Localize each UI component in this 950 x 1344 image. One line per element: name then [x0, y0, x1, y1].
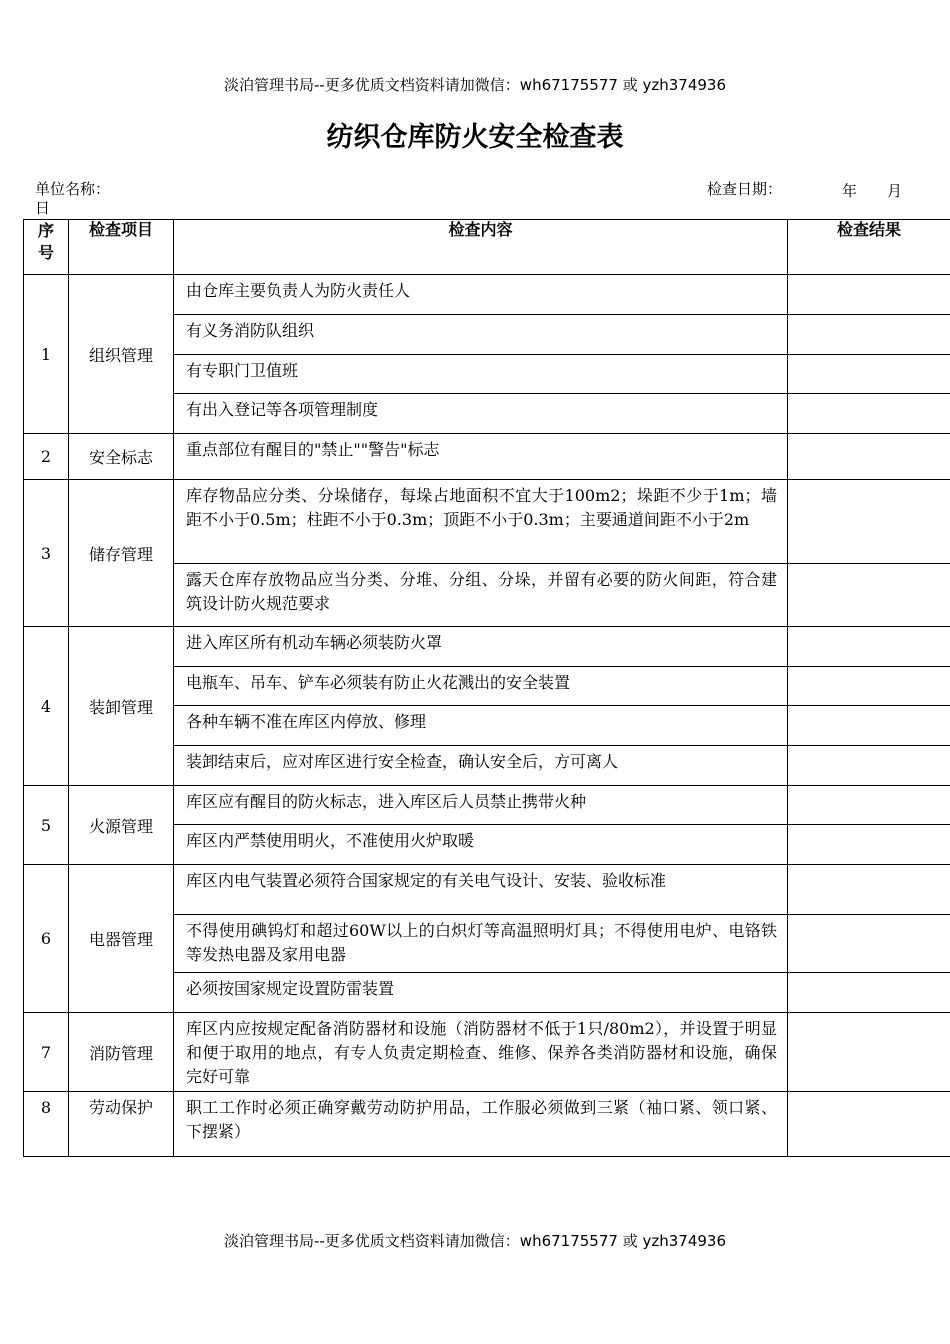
year-label: 年 — [842, 182, 858, 200]
table-row — [24, 480, 950, 564]
result-cell[interactable] — [788, 973, 950, 1013]
result-cell[interactable] — [788, 786, 950, 825]
result-cell[interactable] — [788, 746, 950, 786]
content-cell: 有专职门卫值班 — [174, 355, 788, 394]
result-cell[interactable] — [788, 275, 950, 315]
item-cell: 电器管理 — [69, 865, 174, 1013]
header-item: 检查项目 — [69, 220, 174, 275]
day-label: 日 — [35, 199, 51, 217]
content-cell: 必须按国家规定设置防雷装置 — [174, 973, 788, 1013]
content-cell: 库区应有醒目的防火标志，进入库区后人员禁止携带火种 — [174, 786, 788, 825]
result-cell[interactable] — [788, 1013, 950, 1092]
unit-name-label: 单位名称： — [35, 180, 111, 198]
seq-cell: 4 — [24, 627, 69, 786]
result-cell[interactable] — [788, 480, 950, 564]
table-row — [24, 1092, 950, 1157]
inspection-date-label: 检查日期： — [707, 180, 783, 198]
content-cell: 露天仓库存放物品应当分类、分堆、分组、分垛，并留有必要的防火间距，符合建筑设计防火规范要求 — [174, 564, 788, 627]
result-cell[interactable] — [788, 1092, 950, 1157]
seq-cell: 2 — [24, 434, 69, 480]
item-cell: 消防管理 — [69, 1013, 174, 1092]
result-cell[interactable] — [788, 706, 950, 746]
content-cell: 各种车辆不准在库区内停放、修理 — [174, 706, 788, 746]
seq-cell: 3 — [24, 480, 69, 627]
content-cell: 库区内电气装置必须符合国家规定的有关电气设计、安装、验收标准 — [174, 865, 788, 915]
result-cell[interactable] — [788, 315, 950, 355]
content-cell: 有义务消防队组织 — [174, 315, 788, 355]
item-cell: 劳动保护 — [69, 1092, 174, 1157]
seq-cell: 7 — [24, 1013, 69, 1092]
content-cell: 进入库区所有机动车辆必须装防火罩 — [174, 627, 788, 667]
result-cell[interactable] — [788, 915, 950, 973]
result-cell[interactable] — [788, 355, 950, 394]
item-cell: 装卸管理 — [69, 627, 174, 786]
month-label: 月 — [887, 182, 903, 200]
content-cell: 不得使用碘钨灯和超过60W以上的白炽灯等高温照明灯具；不得使用电炉、电铬铁等发热电器及家用电器 — [174, 915, 788, 973]
table-row — [24, 275, 950, 315]
content-cell: 库区内严禁使用明火，不准使用火炉取暖 — [174, 825, 788, 865]
content-cell: 有出入登记等各项管理制度 — [174, 394, 788, 434]
content-cell: 职工工作时必须正确穿戴劳动防护用品，工作服必须做到三紧（袖口紧、领口紧、下摆紧） — [174, 1092, 788, 1157]
seq-cell: 5 — [24, 786, 69, 865]
page-footer: 淡泊管理书局--更多优质文档资料请加微信：wh67175577 或 yzh374936 — [223, 1232, 726, 1250]
header-seq: 序号 — [24, 220, 69, 275]
item-cell: 火源管理 — [69, 786, 174, 865]
result-cell[interactable] — [788, 825, 950, 865]
table-row — [24, 434, 950, 480]
item-cell: 储存管理 — [69, 480, 174, 627]
page-title: 纺织仓库防火安全检查表 — [326, 122, 624, 153]
seq-cell: 1 — [24, 275, 69, 434]
header-result: 检查结果 — [788, 220, 950, 275]
result-cell[interactable] — [788, 865, 950, 915]
result-cell[interactable] — [788, 434, 950, 480]
table-row — [24, 627, 950, 667]
item-cell: 组织管理 — [69, 275, 174, 434]
content-cell: 库存物品应分类、分垛储存，每垛占地面积不宜大于100m2；垛距不少于1m；墙距不小于0.5m；柱距不小于0.3m；顶距不小于0.3m；主要通道间距不小于2m — [174, 480, 788, 564]
item-cell: 安全标志 — [69, 434, 174, 480]
result-cell[interactable] — [788, 394, 950, 434]
result-cell[interactable] — [788, 667, 950, 706]
result-cell[interactable] — [788, 627, 950, 667]
seq-cell: 6 — [24, 865, 69, 1013]
content-cell: 重点部位有醒目的"禁止""警告"标志 — [174, 434, 788, 480]
content-cell: 电瓶车、吊车、铲车必须装有防止火花溅出的安全装置 — [174, 667, 788, 706]
content-cell: 由仓库主要负责人为防火责任人 — [174, 275, 788, 315]
table-header-row — [24, 220, 950, 275]
table-row — [24, 786, 950, 825]
inspection-table — [23, 219, 950, 1157]
content-cell: 库区内应按规定配备消防器材和设施（消防器材不低于1只/80m2），并设置于明显和便于取用的地点，有专人负责定期检查、维修、保养各类消防器材和设施，确保完好可靠 — [174, 1013, 788, 1092]
header-content: 检查内容 — [174, 220, 788, 275]
page-header: 淡泊管理书局--更多优质文档资料请加微信：wh67175577 或 yzh374936 — [223, 76, 726, 94]
content-cell: 装卸结束后，应对库区进行安全检查，确认安全后，方可离人 — [174, 746, 788, 786]
table-row — [24, 1013, 950, 1092]
result-cell[interactable] — [788, 564, 950, 627]
table-row — [24, 865, 950, 915]
seq-cell: 8 — [24, 1092, 69, 1157]
